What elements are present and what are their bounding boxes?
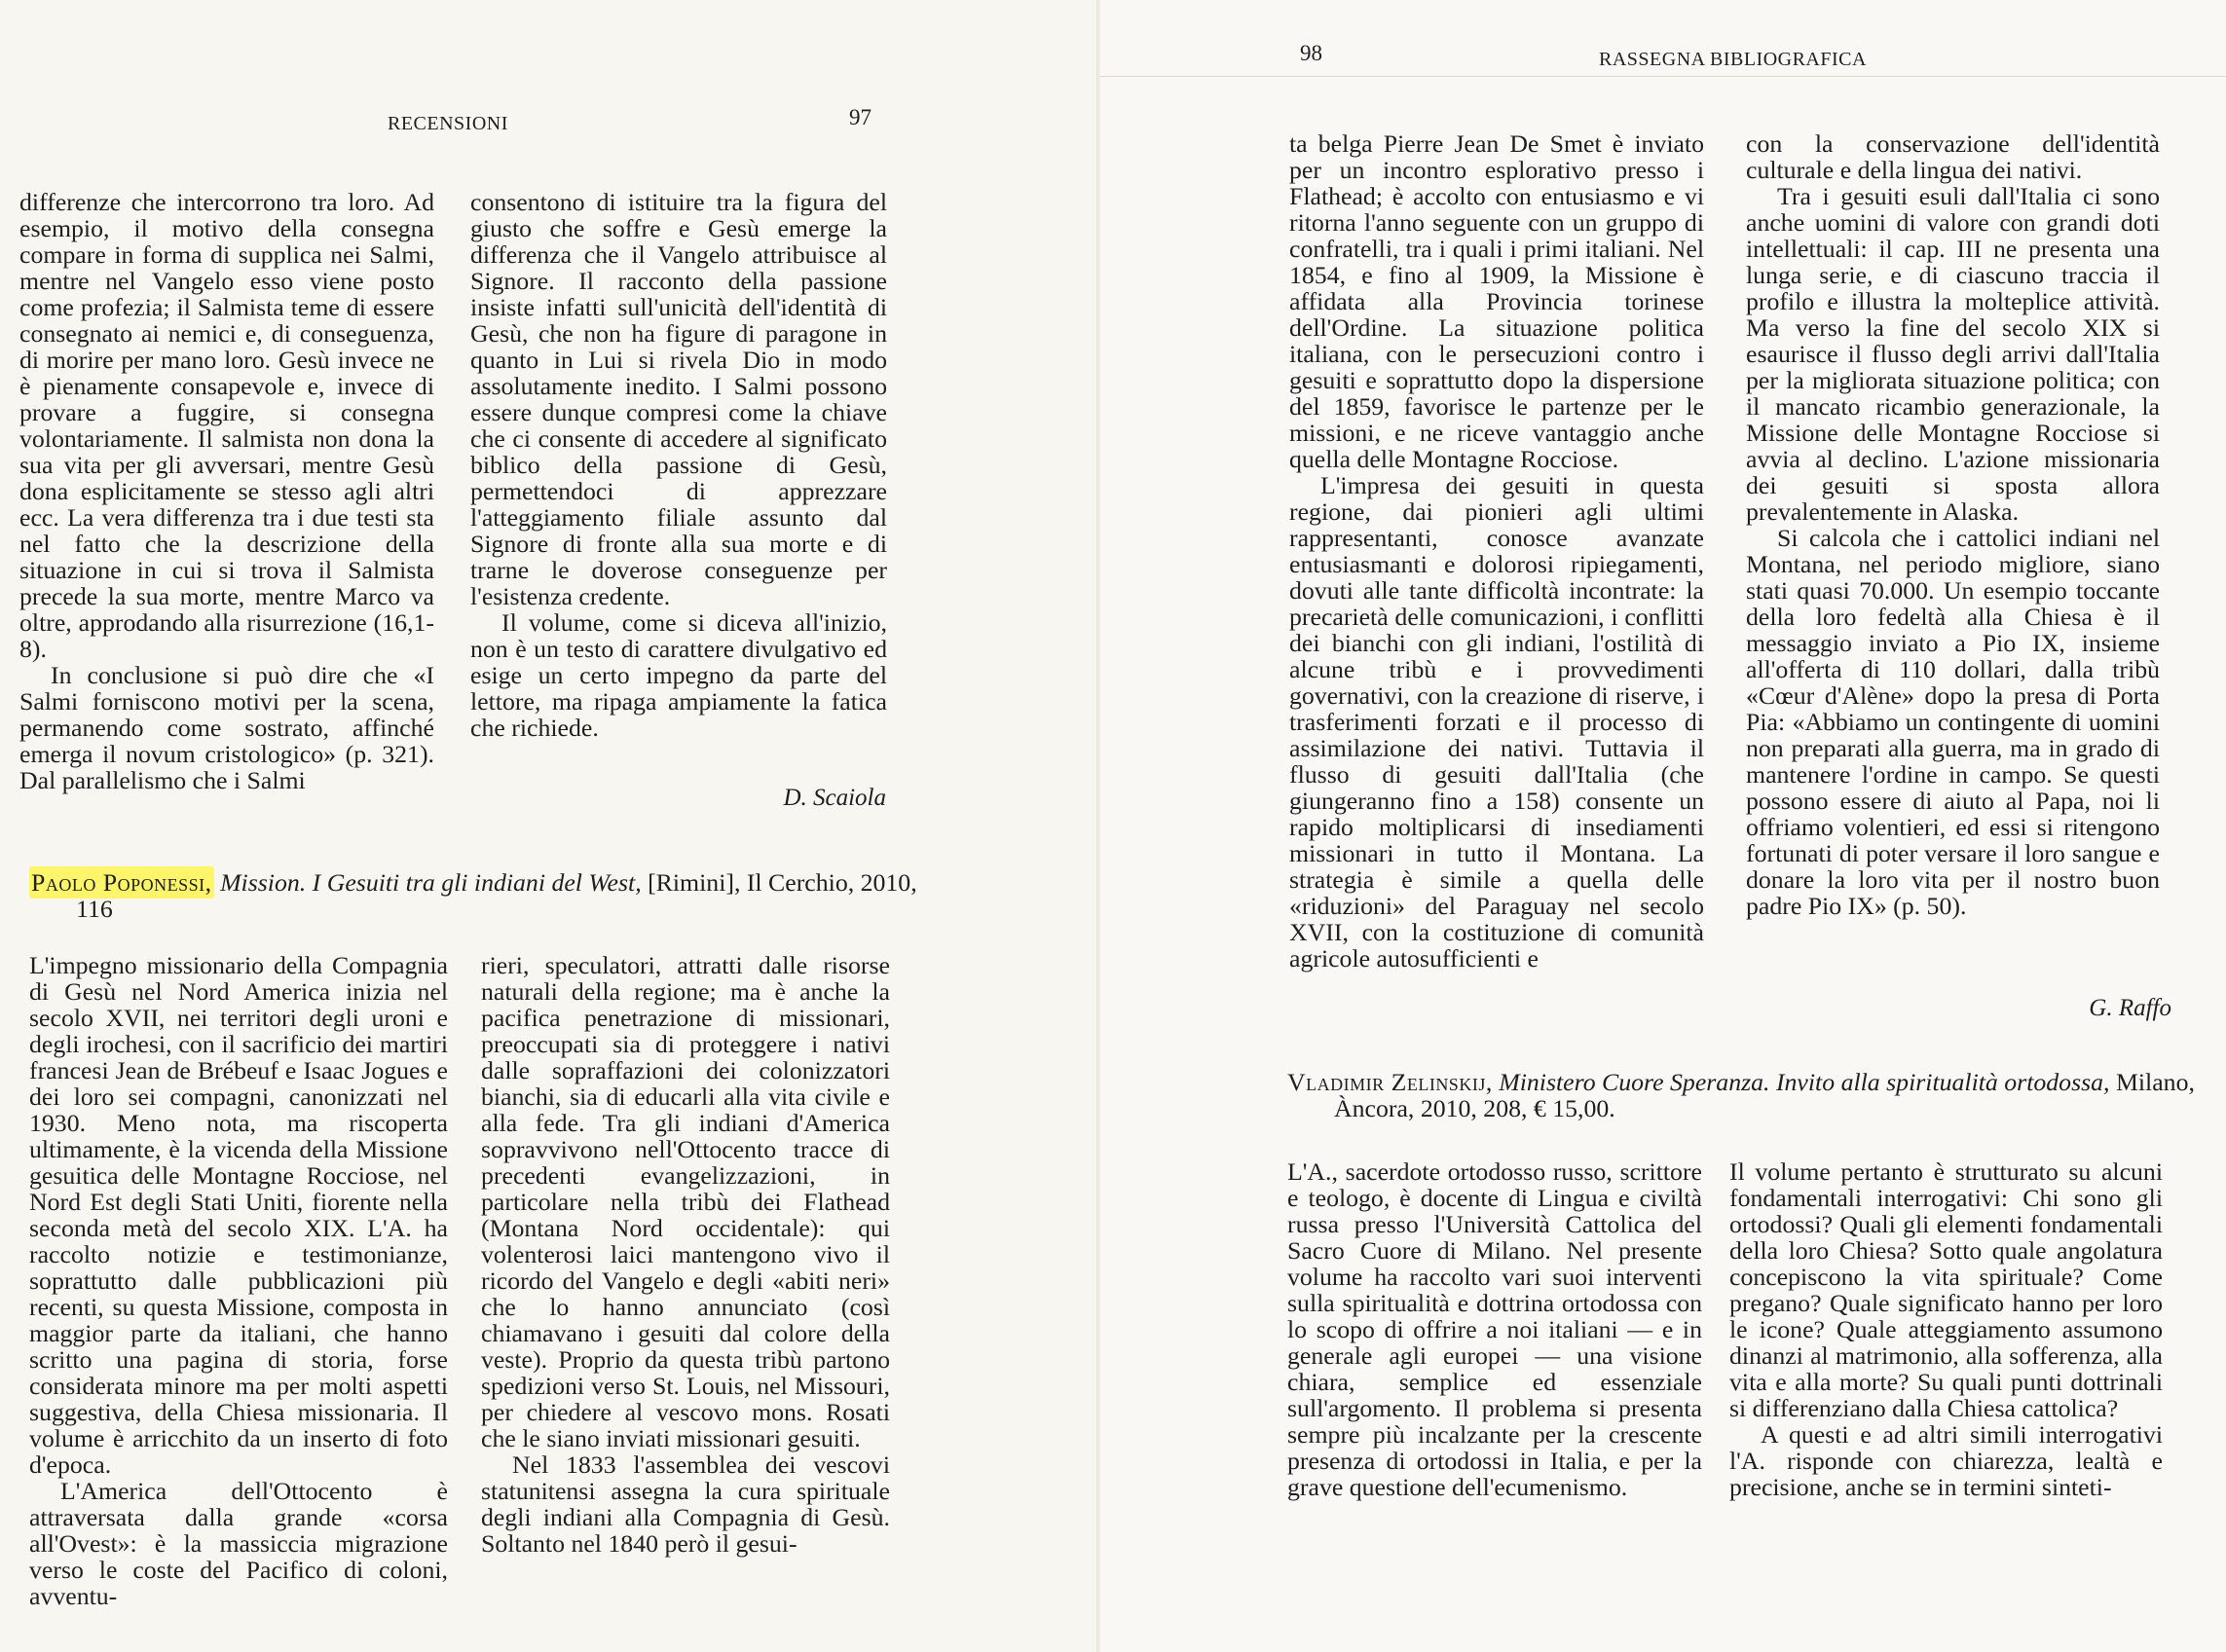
paragraph: L'impegno missionario della Compagnia di Gesù nel Nord America inizia nel secolo XVII, nei territori degli uroni e degli irochesi, con il sacrificio dei martiri francesi Jean de Brébeuf e Isaac Jogues e dei loro sei compagni, canonizzati nel 1930. Meno nota, ma riscoperta ultimamente, è la vicenda della Missione gesuitica delle Montagne Rocciose, nel Nord Est degli Stati Uniti, fiorente nella seconda metà del secolo XIX. L'A. ha raccolto notizie e testimonianze, soprattutto dalle pubblicazioni più recenti, su questa Missione, composta in maggior parte da italiani, che hanno scritto una pagina di storia, forse considerata minore ma per molti aspetti suggestiva, della Chiesa missionaria. Il volume è arricchito da un inserto di foto d'epoca. [29,951,448,1479]
review2-publication: [Rimini], Il Cerchio, 2010, 116 [76,868,917,923]
review2-column-2 [481,952,890,1634]
review2-continued-column-2 [1746,130,2160,987]
paragraph: Tra i gesuiti esuli dall'Italia ci sono anche uomini di valore con grandi doti intellettuali: il cap. III ne presenta una lunga serie, e di ciascuno traccia il profilo e illustra la molteplice attività. Ma verso la fine del secolo XIX si esaurisce il flusso degli arrivi dall'Italia per la migliorata situazione politica; con il mancato ricambio generazionale, la Missione delle Montagne Rocciose si avvia al declino. L'azione missionaria dei gesuiti si sposta allora prevalentemente in Alaska. [1746,182,2160,526]
review2-column-1 [29,952,448,1634]
review3-title: Ministero Cuore Speranza. Invito alla spiritualità ortodossa, [1499,1068,2110,1096]
paragraph: con la conservazione dell'identità culturale e della lingua dei nativi. [1746,129,2160,184]
paragraph: differenze che intercorrono tra loro. Ad esempio, il motivo della consegna compare in forma di supplica nei Salmi, mentre nel Vangelo esso viene posto come profezia; il Salmista teme di essere consegnato ai nemici e, di conseguenza, di morire per mano loro. Gesù invece ne è pienamente consapevole e, invece di provare a fuggire, si consegna volontariamente. Il salmista non dona la sua vita per gli avversari, mentre Gesù dona esplicitamente se stesso agli altri ecc. La vera differenza tra i due testi sta nel fatto che la descrizione della situazione in cui si trova il Salmista precede la sua morte, mentre Marco va oltre, approdando alla risurrezione (16,1-8). [19,188,434,663]
paragraph: Si calcola che i cattolici indiani nel Montana, nel periodo migliore, siano stati quasi 70.000. Un esempio toccante della loro fedeltà alla Chiesa è il messaggio inviato a Pio IX, insieme all'offerta di 110 dollari, dalla tribù «Cœur d'Alène» dopo la presa di Porta Pia: «Abbiamo un contingente di uomini non preparati alla guerra, ma in grado di mantenere l'ordine in campo. Se questi possono essere di aiuto al Papa, noi li offriamo volentieri, ed essi si ritengono fortunati di poter versare il loro sangue e donare la loro vita per il nostro buon padre Pio IX» (p. 50). [1746,524,2160,920]
paragraph: Il volume pertanto è strutturato su alcuni fondamentali interrogativi: Chi sono gli ortodossi? Quali gli elementi fondamentali della loro Chiesa? Sotto quale angolatura concepiscono la vita spirituale? Come pregano? Quale significato hanno per loro le icone? Quale atteggiamento assumono dinanzi al matrimonio, alla sofferenza, alla vita e alla morte? Su quali punti dottrinali si differenziano dalla Chiesa cattolica? [1729,1157,2163,1422]
paragraph: In conclusione si può dire che «I Salmi forniscono motivi per la scena, permanendo come sostrato, affinché emerga il novum cristologico» (p. 321). Dal parallelismo che i Salmi [19,661,434,794]
review2-header [29,869,938,922]
review3-column-1 [1287,1158,1702,1548]
review2-author: Paolo Poponessi, [31,868,212,897]
review2-title: Mission. I Gesuiti tra gli indiani del West, [220,868,642,897]
paragraph: Nel 1833 l'assemblea dei vescovi statunitensi assegna la cura spirituale degli indiani alla Compagnia di Gesù. Soltanto nel 1840 però il gesui- [481,1450,890,1558]
paragraph: L'A., sacerdote ortodosso russo, scrittore e teologo, è docente di Lingua e civiltà russa presso l'Università Cattolica del Sacro Cuore di Milano. Nel presente volume ha raccolto vari suoi interventi sulla spiritualità e dottrina ortodossa con lo scopo di offrire a noi italiani — e in generale agli europei — una visione chiara, semplice ed essenziale sull'argomento. Il problema si presenta sempre più incalzante per la crescente presenza di ortodossi in Italia, e per la grave questione dell'ecumenismo. [1287,1157,1702,1501]
paragraph: consentono di istituire tra la figura del giusto che soffre e Gesù emerge la differenza che il Vangelo attribuisce al Signore. Il racconto della passione insiste infatti sull'unicità dell'identità di Gesù, che non ha figure di paragone in quanto in Lui si rivela Dio in modo assolutamente inedito. I Salmi possono essere dunque compresi come la chiave che ci consente di accedere al significato biblico della passione di Gesù, permettendoci di apprezzare l'atteggiamento filiale assunto dal Signore di fronte alla sua morte e di trarne le doverose conseguenze per l'esistenza credente. [470,188,887,610]
paragraph: A questi e ad altri simili interrogativi l'A. risponde con chiarezza, lealtà e precisione, anche se in termini sinteti- [1729,1420,2163,1501]
page-number: 98 [1300,41,1322,65]
paragraph: L'impresa dei gesuiti in questa regione, dai pionieri agli ultimi rappresentanti, conosce avanzate entusiasmanti e dolorosi ripiegamenti, dovuti alle tante difficoltà incontrate: la precarietà delle comunicazioni, i conflitti dei bianchi con gli indiani, l'ostilità di alcune tribù e i provvedimenti governativi, con la creazione di riserve, i trasferimenti forzati e il processo di assimilazione dei nativi. Tuttavia il flusso di gesuiti dall'Italia (che giungeranno fino a 158) consente un rapido moltiplicarsi di insediamenti missionari in tutto il Montana. La strategia è simile a quella delle «riduzioni» del Paraguay nel secolo XVII, con la costituzione di comunità agricole autosufficienti e [1289,471,1704,973]
review2-continued-column-1 [1289,130,1704,1016]
left-page [0,0,1100,1652]
review2-signature: G. Raffo [2089,995,2171,1021]
page-number: 97 [849,105,872,129]
right-page [1100,0,2226,1652]
running-head: RASSEGNA BIBLIOGRAFICA [1599,49,1867,70]
review1-column-1 [19,189,434,829]
paragraph: ta belga Pierre Jean De Smet è inviato per un incontro esplorativo presso i Flathead; è accolto con entusiasmo e vi ritorna l'anno seguente con un gruppo di confratelli, tra i quali i primi italiani. Nel 1854, e fino al 1909, la Missione è affidata alla Provincia torinese dell'Ordine. La situazione politica italiana, con le persecuzioni contro i gesuiti e soprattutto dopo la dispersione del 1859, favorisce le partenze per le missioni, e ne riceve vantaggio anche quella delle Montagne Rocciose. [1289,129,1704,473]
paragraph: L'America dell'Ottocento è attraversata dalla grande «corsa all'Ovest»: è la massiccia migrazione verso le coste del Pacifico di coloni, avventu- [29,1477,448,1610]
review1-signature: D. Scaiola [783,785,886,811]
running-head: RECENSIONI [388,113,508,134]
paragraph: rieri, speculatori, attratti dalle risorse naturali della regione; ma è anche la pacifica penetrazione di missionari, preoccupati sia di proteggere i nativi dalle sopraffazioni dei colonizzatori bianchi, sia di educarli alla vita civile e alla fede. Tra gli indiani d'America sopravvivono nell'Ottocento tracce di precedenti evangelizzazioni, in particolare nella tribù dei Flathead (Montana Nord occidentale): qui volenterosi laici mantengono vivo il ricordo del Vangelo e degli «abiti neri» che lo hanno annunciato (così chiamavano i gesuiti dal colore della veste). Proprio da questa tribù partono spedizioni verso St. Louis, nel Missouri, per chiedere al vescovo mons. Rosati che le siano inviati missionari gesuiti. [481,951,890,1452]
review3-publication: Milano, Àncora, 2010, 208, € 15,00. [1334,1068,2195,1122]
divider [1100,76,2226,77]
review3-header [1287,1069,2215,1121]
review1-column-2 [470,189,887,763]
review3-column-2 [1729,1158,2163,1548]
paragraph: Il volume, come si diceva all'inizio, non è un testo di carattere divulgativo ed esige un certo impegno da parte del lettore, ma ripaga ampiamente la fatica che richiede. [470,608,887,742]
review3-author: Vladimir Zelinskij, [1287,1068,1493,1096]
